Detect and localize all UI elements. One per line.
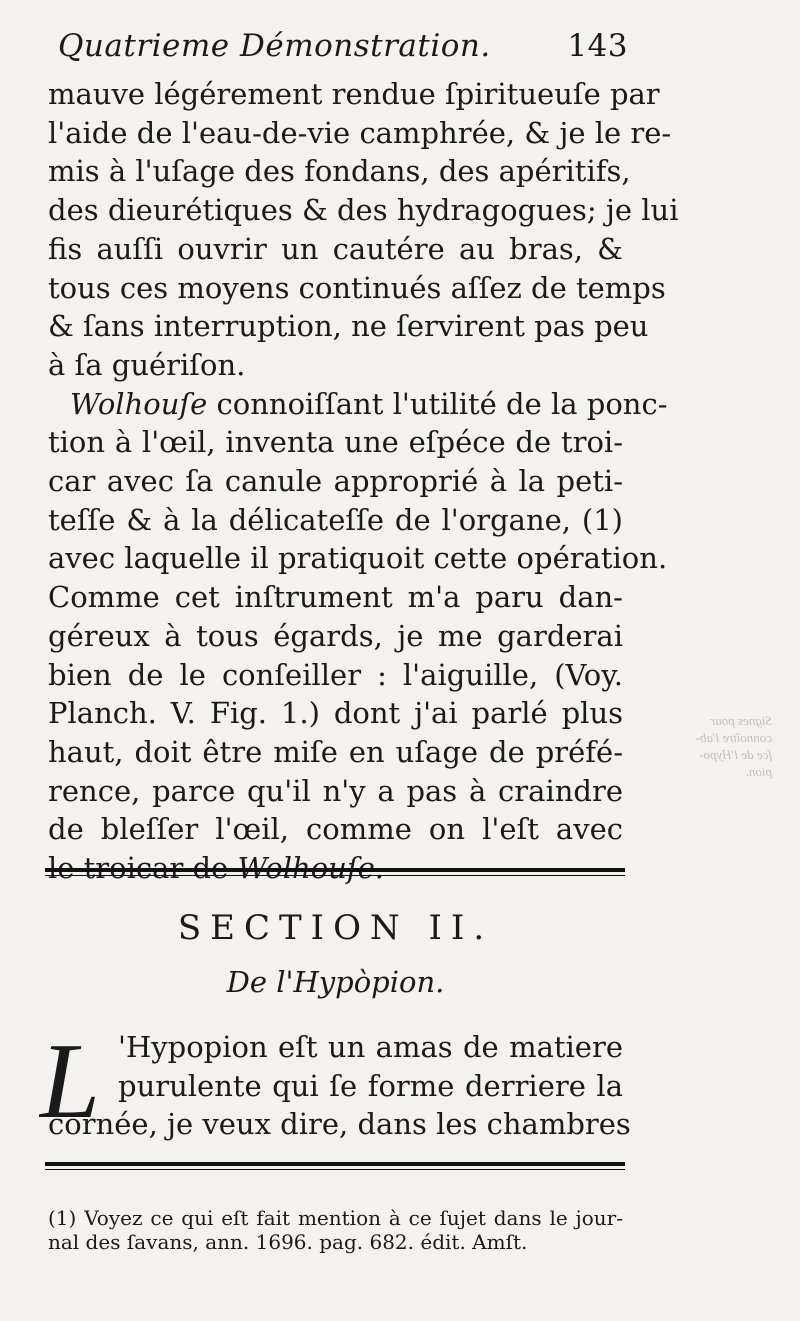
section-subtitle: De l'Hypòpion. [226,965,445,999]
bleed-through-margin-note: Signes pour connoître l'ab- ſce de l'Hypo- pion. [695,713,772,779]
text-line: rence, parce qu'il n'y a pas à craindre [48,773,623,808]
section-divider-top [45,868,625,876]
hypopion-paragraph [48,1028,631,1144]
footnote-line: (1) Voyez ce qui eſt fait mention à ce ſujet dans le jour- [48,1206,623,1230]
text-line: car avec ſa canule approprié à la peti- [48,464,623,499]
author-name: Wolhouſe [70,386,208,421]
text-line: Comme cet inſtrument m'a paru dan- [48,580,623,615]
text-line: Planch. V. Fig. 1.) dont j'ai parlé plus [48,696,623,731]
text-line: mis à l'uſage des fondans, des apéritifs, [48,154,631,189]
main-text [48,75,679,888]
section-title: SECTION II. [177,908,494,948]
running-header [58,28,628,64]
paragraph-2 [48,385,668,888]
text-line: cornée, je veux dire, dans les chambres [48,1107,631,1142]
text-fragment: connoiſſant l'utilité de la ponc- [207,386,668,421]
author-name: Wolhouſe. [237,851,384,886]
text-line: haut, doit être miſe en uſage de préfé- [48,734,623,769]
text-line [48,385,668,424]
text-line: à ſa guériſon. [48,347,246,382]
text-line: mauve légérement rendue ſpiritueuſe par [48,77,660,111]
page-number: 143 [567,28,628,64]
text-line: de bleſſer l'œil, comme on l'eſt avec [48,812,623,847]
text-line: des dieurétiques & des hydragogues; je lui [48,193,679,228]
text-line: l'aide de l'eau-de-vie camphrée, & je le re- [48,115,672,150]
paragraph-1 [48,75,679,385]
text-line: tion à l'œil, inventa une eſpéce de troi- [48,425,623,460]
text-line: & ſans interruption, ne ſervirent pas peu [48,309,649,344]
text-line: avec laquelle il pratiquoit cette opération. [48,541,668,576]
text-line: bien de le conſeiller : l'aiguille, (Voy. [48,657,623,692]
text-line: 'Hypopion eſt un amas de matiere [118,1030,623,1064]
text-line: purulente qui ſe forme derriere la [118,1068,623,1103]
footnote [48,1206,623,1254]
drop-cap: L [40,1022,101,1141]
footnote-divider [45,1162,625,1170]
footnote-line: nal des ſavans, ann. 1696. pag. 682. édit. Amſt. [48,1230,528,1254]
header-title: Quatrieme Démonstration. [58,28,491,64]
text-line: fis auſſi ouvrir un cautére au bras, & [48,231,623,266]
text-line: tous ces moyens continués aſſez de temps [48,270,666,305]
text-fragment: le troicar de [48,851,238,886]
text-line: teſſe & à la délicateſſe de l'organe, (1) [48,502,623,537]
text-line: géreux à tous égards, je me garderai [48,618,623,653]
